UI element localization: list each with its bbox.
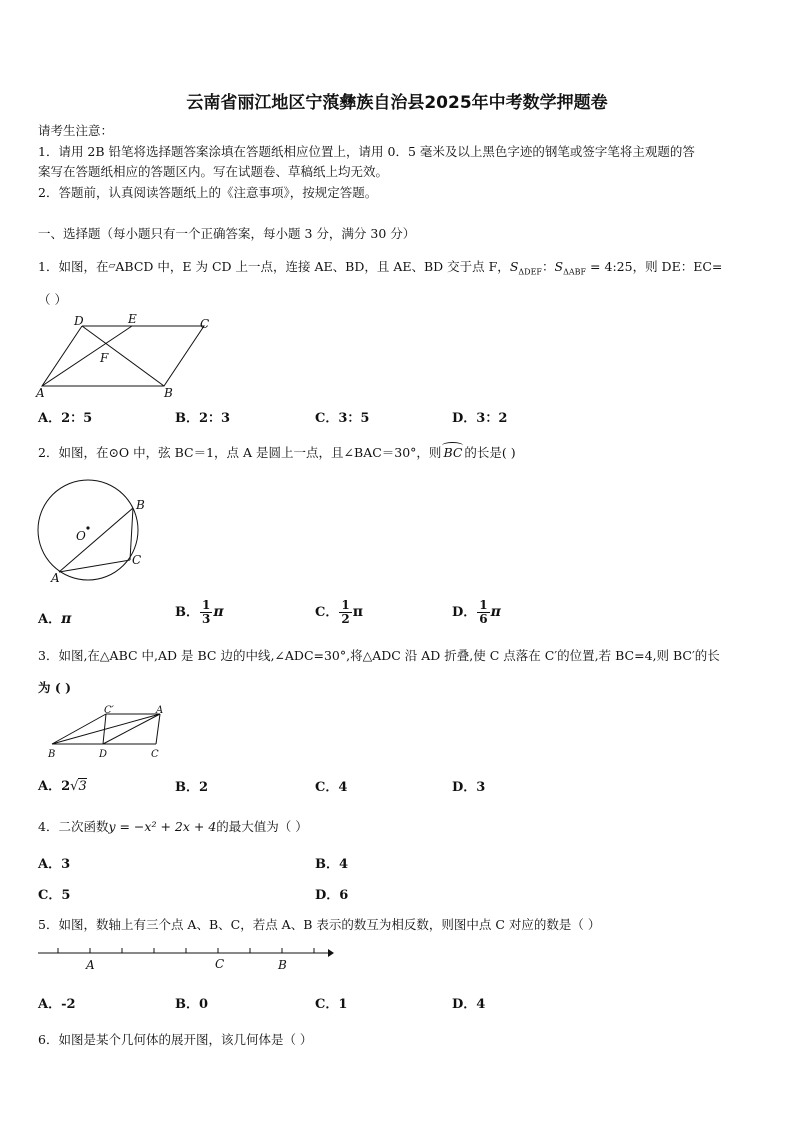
q5-stem: 5．如图，数轴上有三个点 A、B、C，若点 A、B 表示的数互为相反数，则图中点 C 对应的数是（ ） [38, 917, 601, 932]
q1-s-def: S [509, 259, 519, 274]
q2-arc [441, 445, 464, 460]
label-c: C [132, 553, 142, 567]
q2-option-d-label: D． [452, 605, 477, 620]
q2-option-b [175, 599, 224, 626]
q4-stem-b: 的最大值为（ ） [216, 819, 308, 834]
q6-stem: 6．如图是某个几何体的展开图，该几何体是（ ） [38, 1032, 313, 1047]
q4-stem [38, 817, 308, 835]
q2-option-c [315, 599, 363, 626]
numerator: 1 [202, 598, 211, 612]
label-b: B [48, 749, 56, 760]
q1-figure [34, 314, 224, 400]
pi-symbol: π [490, 604, 501, 620]
q4-option-d: D．6 [315, 888, 349, 903]
pi-symbol: π [352, 604, 363, 620]
q2-stem [38, 443, 516, 461]
q4-option-c: C．5 [38, 888, 71, 903]
q3-option-c: C．4 [315, 780, 348, 795]
label-a: A [51, 571, 60, 585]
q2-figure [34, 478, 150, 588]
q5-option-c: C．1 [315, 997, 348, 1012]
q4-formula: y = −x² + 2x + 4 [108, 819, 217, 834]
label-a: A [156, 705, 164, 716]
center-dot [86, 526, 89, 529]
notice-line-1: 1．请用 2B 铅笔将选择题答案涂填在答题纸相应位置上，请用 0．5 毫米及以上黑色字迹的钢笔或签字笔将主观题的答 [38, 144, 695, 159]
q2-option-d [452, 599, 501, 626]
label-d: D [74, 314, 84, 328]
q1-stem [38, 257, 722, 277]
segment-ae [42, 326, 132, 386]
q1-option-a: A．2：5 [38, 411, 93, 426]
q1-stem-a: 1．如图，在 [38, 259, 109, 274]
q4-option-a: A．3 [38, 857, 71, 872]
label-c: C [200, 317, 210, 331]
section-heading: 一、选择题（每小题只有一个正确答案，每小题 3 分，满分 30 分） [38, 226, 416, 241]
label-a: A [86, 958, 95, 972]
q5-option-d: D．4 [452, 997, 486, 1012]
denominator: 2 [341, 612, 350, 626]
q2-option-a [38, 608, 71, 627]
label-b: B [278, 958, 287, 972]
q2-option-a-value: π [61, 611, 72, 627]
q1-s-abf: S [554, 259, 564, 274]
q1-option-d: D．3：2 [452, 411, 508, 426]
label-d: D [99, 749, 108, 760]
q5-number-line [36, 940, 336, 976]
denominator: 6 [479, 612, 488, 626]
q4-stem-a: 4．二次函数 [38, 819, 109, 834]
q3-figure [44, 704, 174, 760]
q3-option-a [38, 775, 87, 794]
parallelogram-icon: ▱ [108, 261, 116, 271]
label-b: B [136, 498, 145, 512]
q3-stem-line-1: 3．如图,在△ABC 中,AD 是 BC 边的中线,∠ADC=30°,将△ADC 沿 AD 折叠,使 C 点落在 C′的位置,若 BC=4,则 BC′的长 [38, 648, 720, 663]
q1-paren: （ ） [38, 292, 67, 307]
q3-option-d: D．3 [452, 780, 486, 795]
q3-stem-line-2: 为 ( ) [38, 680, 72, 695]
label-c-prime: C′ [104, 705, 114, 716]
label-b: B [164, 386, 173, 400]
q2-option-b-label: B． [175, 605, 199, 620]
q2-stem-a: 2．如图，在⊙O 中，弦 BC＝1，点 A 是圆上一点，且∠BAC＝30°，则 [38, 445, 442, 460]
q1-option-c: C．3：5 [315, 411, 370, 426]
label-c: C [151, 749, 159, 760]
q3-option-a-label: A．2 [38, 779, 71, 794]
label-f: F [100, 351, 109, 365]
notice-line-3: 2．答题前，认真阅读答题纸上的《注意事项》，按规定答题。 [38, 185, 378, 200]
radicand: 3 [78, 779, 87, 794]
notice-heading: 请考生注意： [38, 123, 114, 138]
segment-bd [82, 326, 164, 386]
q1-colon: ： [541, 259, 555, 274]
numerator: 1 [479, 598, 488, 612]
q1-ratio: = 4:25 [590, 259, 633, 274]
fraction [339, 599, 351, 626]
numerator: 1 [341, 598, 350, 612]
segment-b-c-prime [52, 714, 106, 744]
segment-ad [103, 714, 160, 744]
pi-symbol: π [213, 604, 224, 620]
q1-stem-c: ，则 DE：EC= [632, 259, 723, 274]
label-e: E [128, 314, 137, 326]
fraction [200, 599, 212, 626]
label-o: O [76, 529, 86, 543]
label-c: C [215, 957, 225, 971]
q2-option-a-label: A． [38, 612, 62, 627]
fraction [477, 599, 489, 626]
q5-option-b: B．0 [175, 997, 209, 1012]
q5-option-a: A．-2 [38, 997, 76, 1012]
q1-stem-b: ABCD 中，E 为 CD 上一点，连接 AE、BD，且 AE、BD 交于点 F， [115, 259, 510, 274]
circle-o [38, 480, 138, 580]
axis-arrow-icon [328, 949, 334, 957]
label-a: A [36, 386, 45, 400]
radical-sign: √ [70, 779, 79, 794]
segment-ac [156, 714, 160, 744]
chord-ab [59, 508, 133, 572]
chord-ac [59, 560, 130, 572]
axis-ticks [58, 948, 314, 953]
q1-option-b: B．2：3 [175, 411, 231, 426]
q1-s-abf-sub: ΔABF [563, 267, 587, 277]
arc-mark [442, 442, 463, 449]
page-title: 云南省丽江地区宁蒗彝族自治县2025年中考数学押题卷 [186, 93, 608, 113]
notice-line-2: 案写在答题纸相应的答题区内。写在试题卷、草稿纸上均无效。 [38, 164, 389, 179]
q2-option-c-label: C． [315, 605, 339, 620]
q4-option-b: B．4 [315, 857, 349, 872]
q2-stem-b: 的长是( ) [464, 445, 516, 460]
q2-arc-text: BC [443, 445, 463, 460]
q3-option-b: B．2 [175, 780, 209, 795]
denominator: 3 [202, 612, 211, 626]
q1-s-def-sub: ΔDEF [518, 267, 542, 277]
